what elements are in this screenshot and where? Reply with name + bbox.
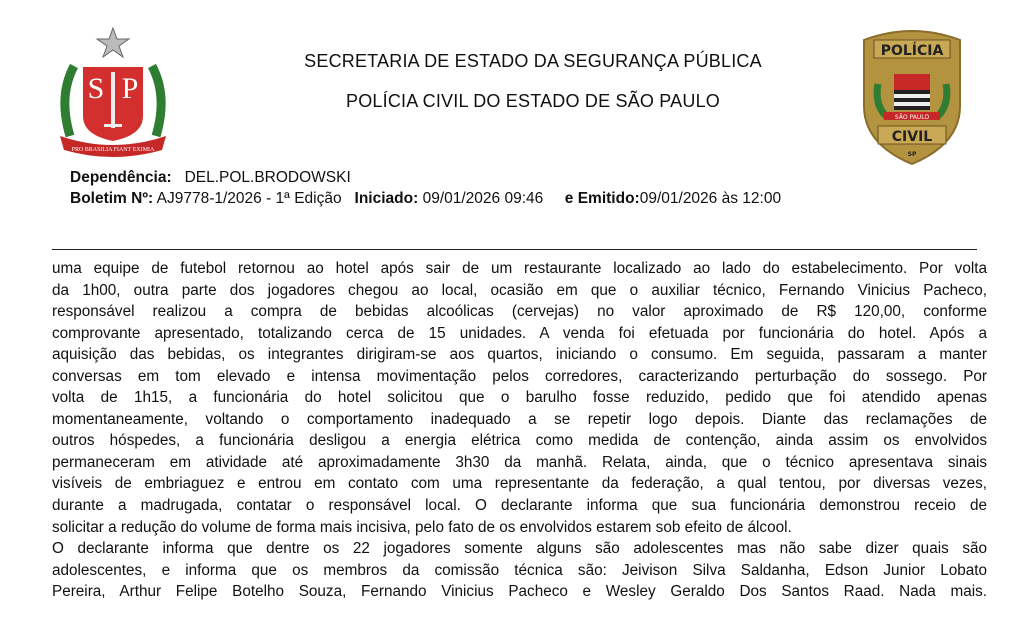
body-line: comprovante apresentado, totalizando cerca de 15 unidades. A venda foi efetuada por funcionária do hotel. Após a (52, 324, 987, 342)
emitido-value: 09/01/2026 às 12:00 (639, 190, 782, 207)
iniciado-value: 09/01/2026 09:46 (422, 190, 544, 207)
svg-text:CIVIL: CIVIL (891, 129, 933, 145)
svg-text:SP: SP (907, 151, 917, 158)
body-line: permaneceram em atividade até aproximadamente 3h30 da manhã. Relata, ainda, que o técnico apresentava sinais (52, 453, 987, 471)
body-line: durante a madrugada, contatar o responsável local. O declarante informa que sua funcionária demonstrou receio de (52, 497, 987, 515)
body-line: da 1h00, outra parte dos jogadores chegou ao local, ocasião em que o auxiliar técnico, Fernando Vinicius Pacheco, (52, 281, 987, 299)
svg-text:POLÍCIA: POLÍCIA (880, 43, 944, 59)
body-line: momentaneamente, voltando o comportamento inadequado a se repetir logo depois. Diante das reclamações de (52, 410, 987, 428)
boletim-row (70, 190, 781, 208)
dependencia-row (70, 169, 351, 187)
header-title-policia-civil: POLÍCIA CIVIL DO ESTADO DE SÃO PAULO (346, 91, 720, 111)
svg-text:S: S (87, 72, 105, 105)
body-line: visíveis de embriaguez e entrou em contato com uma representante da federação, a qual tentou, por diversas vezes, (52, 475, 987, 493)
body-line: O declarante informa que dentre os 22 jogadores somente alguns são adolescentes mas não sabe dizer quais são (52, 540, 987, 558)
emitido-label: e Emitido: (564, 190, 640, 207)
boletim-label: Boletim Nº: (70, 190, 154, 207)
policia-civil-badge-logo (856, 26, 968, 166)
svg-text:SÃO PAULO: SÃO PAULO (894, 114, 930, 121)
dependencia-label: Dependência: (70, 169, 172, 186)
body-line: conversas em tom elevado e intensa movimentação pelos corredores, caracterizando perturbação do sossego. Por (52, 367, 987, 385)
body-line: uma equipe de futebol retornou ao hotel após sair de um restaurante localizado ao lado do estabelecimento. Por volta (52, 260, 987, 277)
body-line: aquisição das bebidas, os integrantes dirigiram-se aos quartos, iniciando o consumo. Em seguida, passaram a manter (52, 346, 987, 364)
report-body-text (52, 258, 987, 603)
boletim-value: AJ9778-1/2026 - 1ª Edição (156, 190, 342, 207)
svg-text:P: P (121, 72, 139, 105)
header-title-secretaria: SECRETARIA DE ESTADO DA SEGURANÇA PÚBLICA (304, 51, 762, 71)
body-line: solicitar a redução do volume de forma mais incisiva, pelo fato de os envolvidos estarem sob efeito de álcool. (52, 518, 792, 536)
header-separator-line (52, 249, 977, 250)
body-line: volta de 1h15, a funcionária do hotel solicitou que o barulho fosse reduzido, pedido que foi atendido apenas (52, 389, 987, 407)
iniciado-label: Iniciado: (354, 190, 419, 207)
body-line: adolescentes, e informa que os membros da comissão técnica são: Jeivison Silva Saldanha, Edson Junior Lobato (52, 561, 987, 579)
svg-text:PRO BRASILIA FIANT EXIMIA: PRO BRASILIA FIANT EXIMIA (71, 147, 155, 153)
body-line: outros hóspedes, a funcionária desligou a energia elétrica como medida de contenção, ainda assim os envolvidos (52, 432, 987, 450)
body-line: responsável realizou a compra de bebidas alcoólicas (cervejas) no valor aproximado de R$ 120,00, conforme (52, 303, 987, 321)
body-line: Pereira, Arthur Felipe Botelho Souza, Fernando Vinicius Pacheco e Wesley Geraldo Dos Santos Raad. Nada mais. (52, 583, 987, 601)
dependencia-value: DEL.POL.BRODOWSKI (184, 169, 351, 186)
